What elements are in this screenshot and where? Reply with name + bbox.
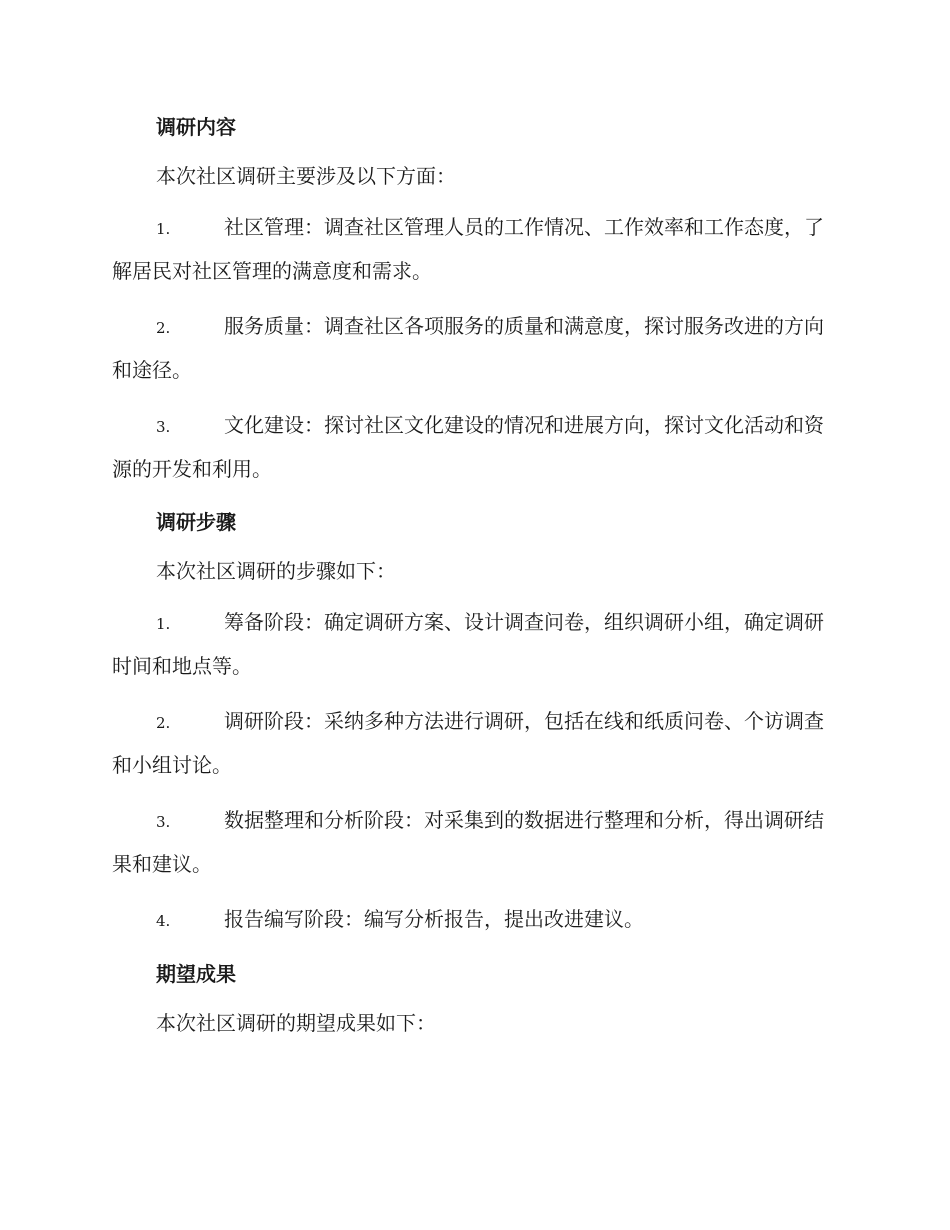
list-number: 2. [156, 714, 171, 732]
list-text: 社区管理：调查社区管理人员的工作情况、工作效率和工作态度，了解居民对社区管理的满意度和需求。 [112, 215, 824, 283]
list-number: 1. [156, 220, 171, 238]
section-heading: 期望成果 [156, 962, 236, 986]
list-text: 筹备阶段：确定调研方案、设计调查问卷，组织调研小组，确定调研时间和地点等。 [112, 610, 824, 678]
section-heading: 调研步骤 [156, 510, 236, 534]
list-number: 3. [156, 813, 171, 831]
list-text: 文化建设：探讨社区文化建设的情况和进展方向，探讨文化活动和资源的开发和利用。 [112, 413, 824, 481]
section-intro: 本次社区调研主要涉及以下方面： [156, 164, 456, 188]
list-item [112, 601, 836, 687]
list-item [112, 898, 836, 942]
list-text: 报告编写阶段：编写分析报告，提出改进建议。 [224, 907, 644, 931]
section-intro: 本次社区调研的步骤如下： [156, 559, 396, 583]
list-number: 2. [156, 319, 171, 337]
list-item [112, 700, 836, 786]
list-text: 调研阶段：采纳多种方法进行调研，包括在线和纸质问卷、个访调查和小组讨论。 [112, 709, 824, 777]
list-item [112, 404, 836, 490]
list-text: 数据整理和分析阶段：对采集到的数据进行整理和分析，得出调研结果和建议。 [112, 808, 824, 876]
list-text: 服务质量：调查社区各项服务的质量和满意度，探讨服务改进的方向和途径。 [112, 314, 824, 382]
list-number: 4. [156, 912, 171, 930]
list-number: 3. [156, 418, 171, 436]
list-item [112, 799, 836, 885]
list-number: 1. [156, 615, 171, 633]
section-heading: 调研内容 [156, 115, 236, 139]
section-intro: 本次社区调研的期望成果如下： [156, 1011, 436, 1035]
list-item [112, 206, 836, 292]
list-item [112, 305, 836, 391]
document-page [112, 108, 836, 1053]
